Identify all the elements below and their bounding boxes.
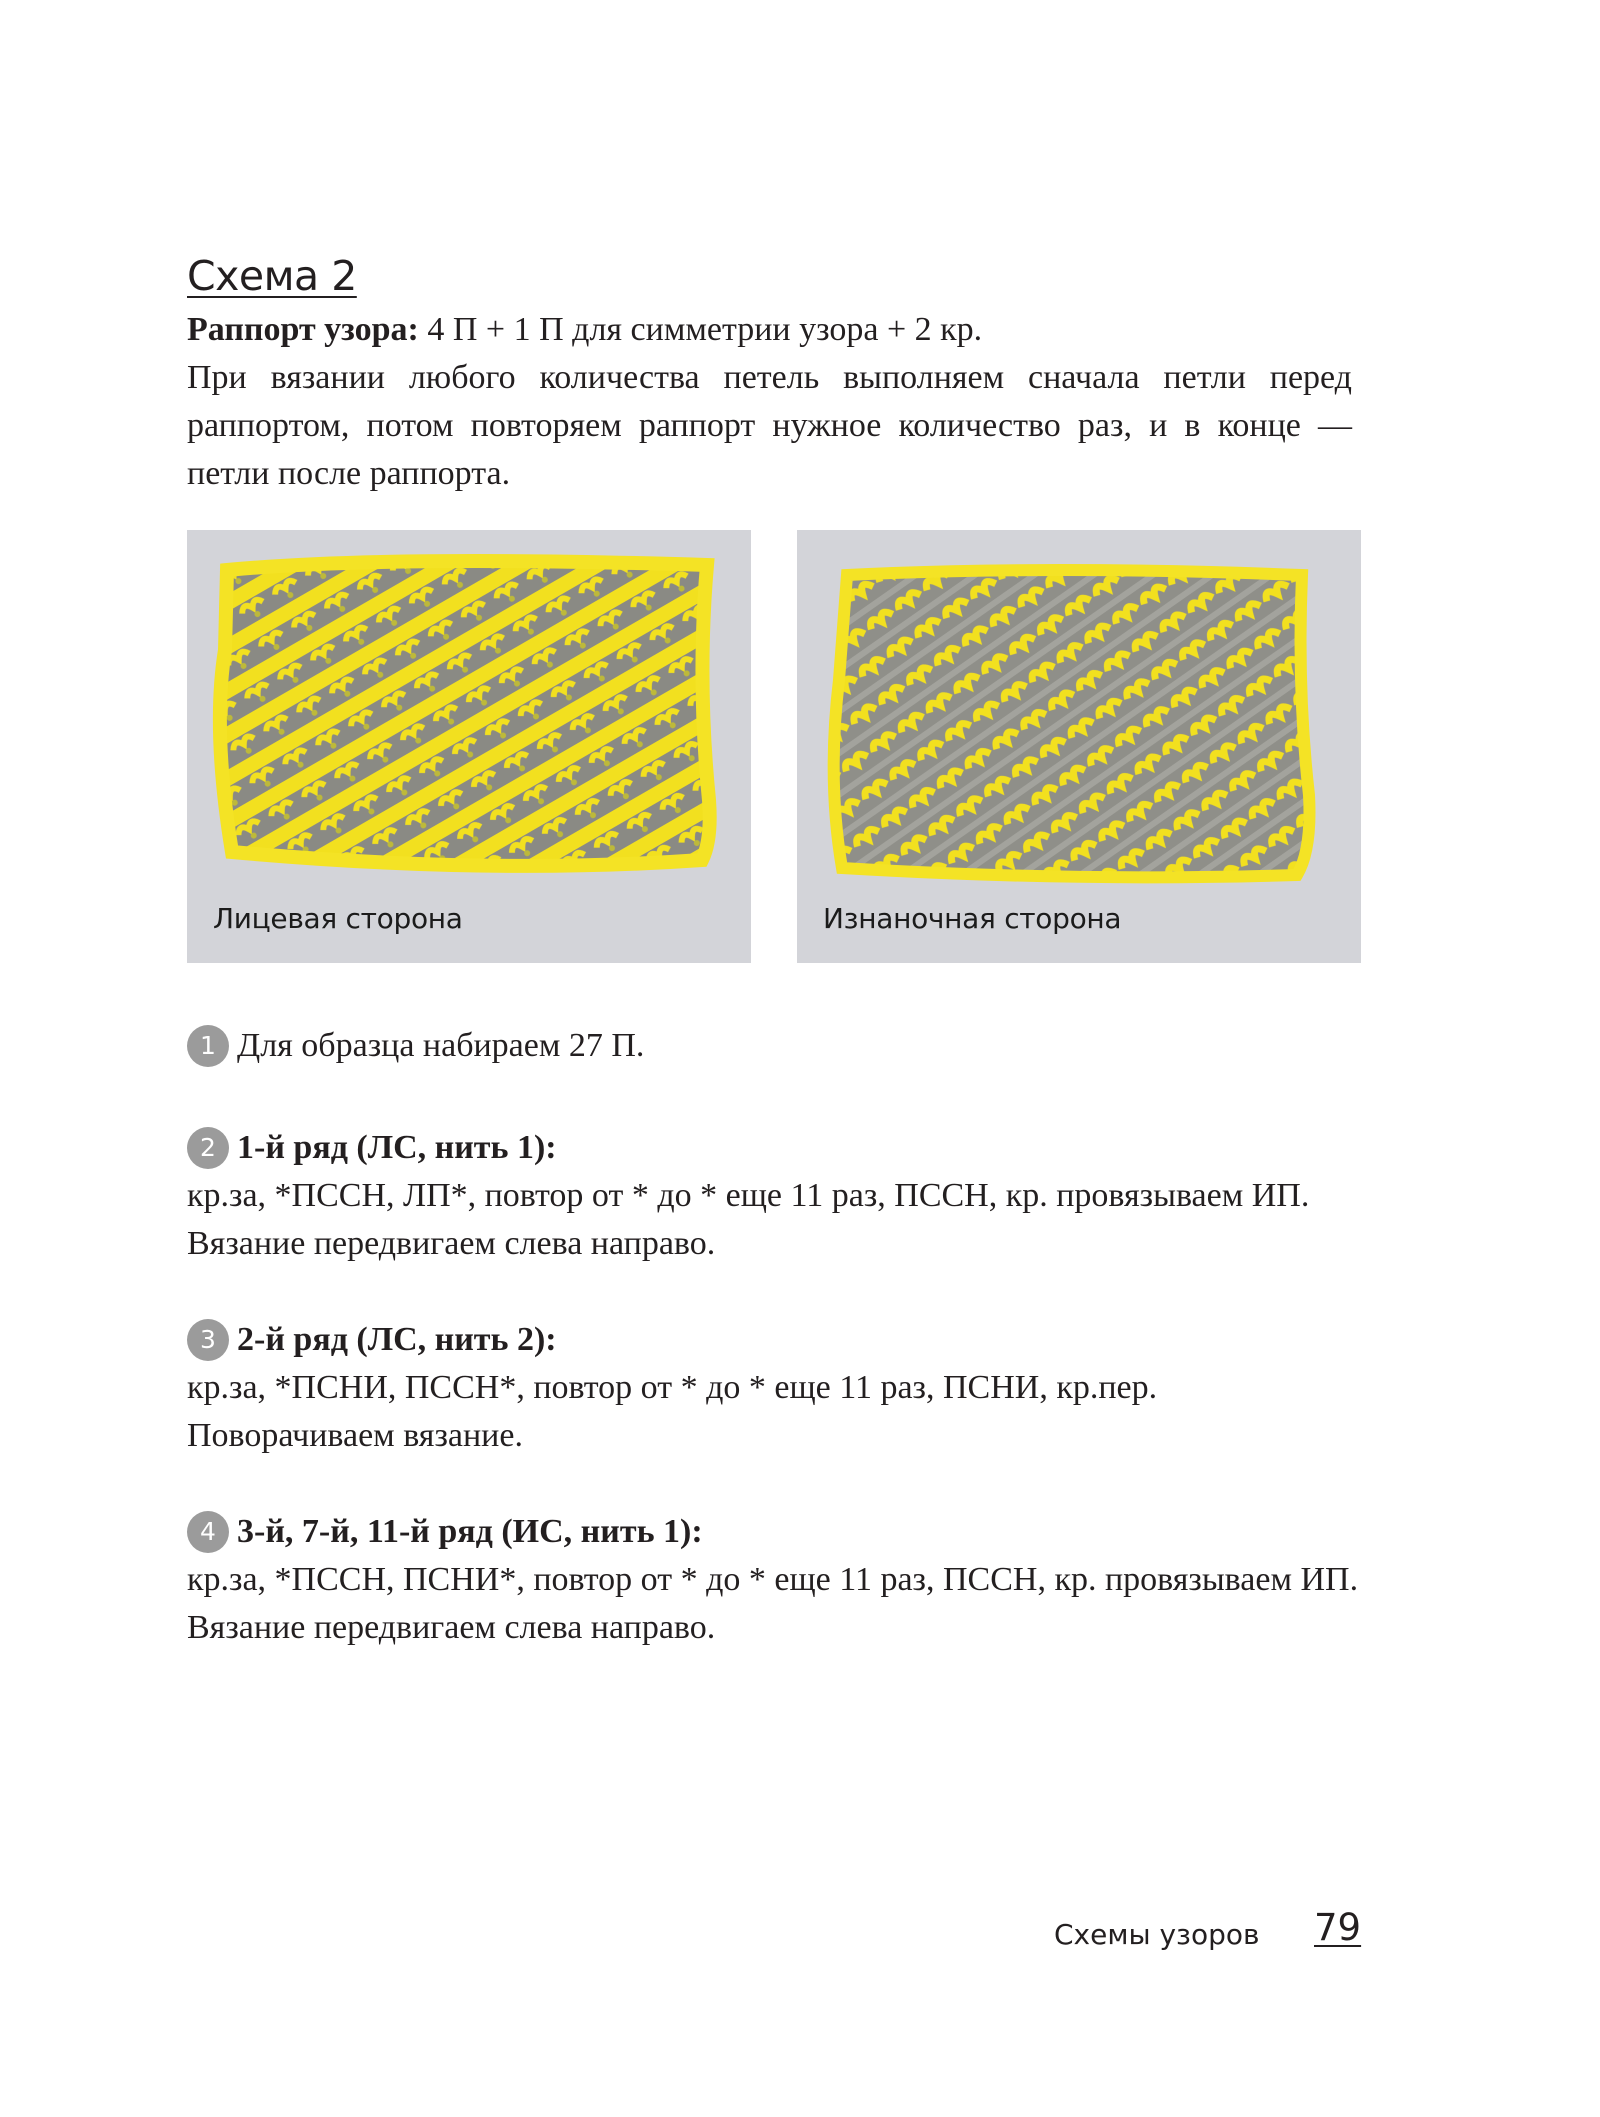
rapport-paragraph <box>187 306 1397 354</box>
footer-section-title: Схемы узоров <box>1054 1918 1260 1951</box>
step-heading: 2-й ряд (ЛС, нить 2): <box>237 1321 557 1358</box>
step-number-badge: 3 <box>187 1319 229 1361</box>
step-text: Для образца набираем 27 П. <box>237 1027 645 1064</box>
step-2 <box>187 1124 1362 1268</box>
rapport-label: Раппорт узора: <box>187 311 419 348</box>
step-heading-line <box>187 1508 1362 1556</box>
step-text: кр.за, *ПСНИ, ПССН*, повтор от * до * еще 11 раз, ПСНИ, кр.пер. Поворачиваем вязание. <box>187 1369 1158 1454</box>
scheme-title: Схема 2 <box>187 252 357 300</box>
step-text: кр.за, *ПССН, ЛП*, повтор от * до * еще 11 раз, ПССН, кр. провязываем ИП. Вязание передвигаем слева направо. <box>187 1177 1310 1262</box>
step-heading: 3-й, 7-й, 11-й ряд (ИС, нить 1): <box>237 1513 703 1550</box>
step-heading-line <box>187 1124 1362 1172</box>
photo-back-side <box>797 530 1361 963</box>
knit-swatch-front-image <box>187 530 751 963</box>
photo-caption: Изнаночная сторона <box>823 902 1122 935</box>
knit-swatch-back-image <box>797 530 1361 963</box>
step-number-badge: 1 <box>187 1025 229 1067</box>
step-heading: 1-й ряд (ЛС, нить 1): <box>237 1129 557 1166</box>
step-1 <box>187 1022 1362 1070</box>
step-4 <box>187 1508 1362 1652</box>
rapport-text: 4 П + 1 П для симметрии узора + 2 кр. <box>418 311 983 348</box>
step-text: кр.за, *ПССН, ПСНИ*, повтор от * до * еще 11 раз, ПССН, кр. провязываем ИП. Вязание передвигаем слева направо. <box>187 1561 1359 1646</box>
page-number: 79 <box>1314 1906 1362 1949</box>
photo-front-side <box>187 530 751 963</box>
step-number-badge: 2 <box>187 1127 229 1169</box>
step-3 <box>187 1316 1362 1460</box>
step-heading-line <box>187 1316 1362 1364</box>
photo-caption: Лицевая сторона <box>213 902 463 935</box>
step-number-badge: 4 <box>187 1511 229 1553</box>
intro-paragraph: При вязании любого количества петель выполняем сначала петли перед раппортом, потом повторяем раппорт нужное количество раз, и в конце — петли после раппорта. <box>187 359 1352 492</box>
